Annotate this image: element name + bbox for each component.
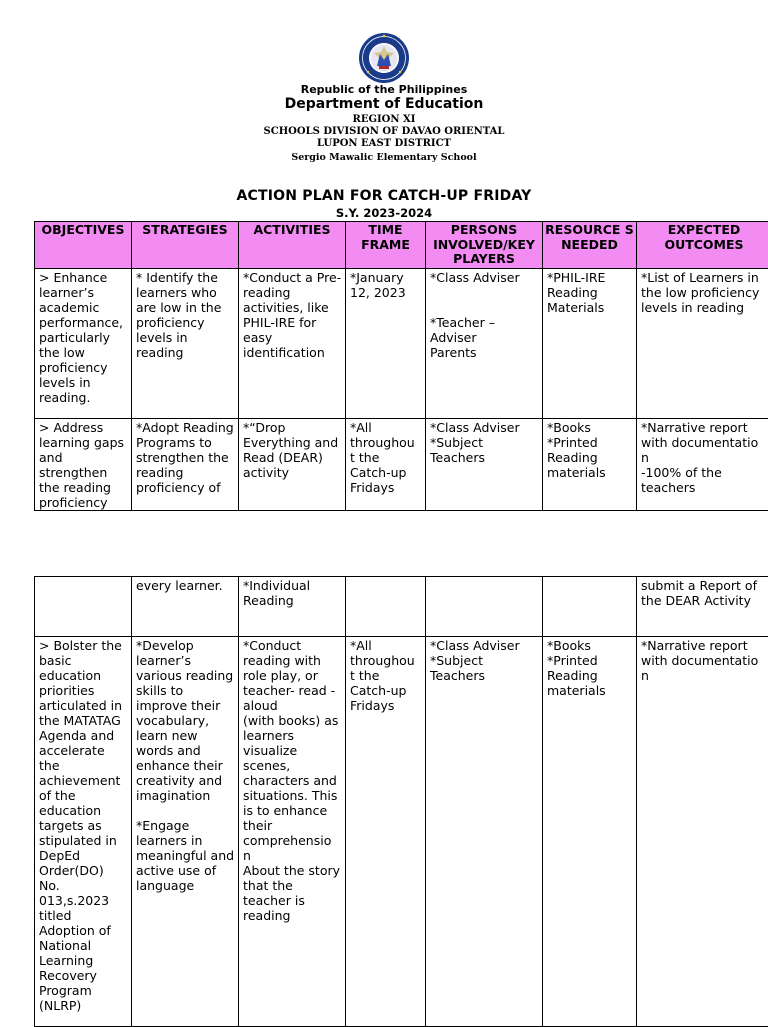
time-frame-cell: *January 12, 2023 — [346, 268, 426, 418]
objective-cell: > Address learning gaps and strengthen the reading proficiency — [35, 418, 132, 510]
school-label: Sergio Mawalic Elementary School — [0, 152, 768, 163]
district-label: LUPON EAST DISTRICT — [0, 138, 768, 149]
division-label: SCHOOLS DIVISION OF DAVAO ORIENTAL — [0, 126, 768, 137]
resources-cell: *PHIL-IRE Reading Materials — [543, 268, 637, 418]
column-header-persons: PERSONS INVOLVED/KEY PLAYERS — [426, 222, 543, 269]
region-label: REGION XI — [0, 114, 768, 125]
document-title: ACTION PLAN FOR CATCH-UP FRIDAY — [0, 188, 768, 204]
activity-cell: *“Drop Everything and Read (DEAR) activity — [239, 418, 346, 510]
resources-cell: *Books *Printed Reading materials — [543, 418, 637, 510]
table-header-row — [35, 222, 768, 269]
column-header-strategies: STRATEGIES — [132, 222, 239, 269]
table-row — [35, 418, 768, 510]
time-frame-cell: *All throughou t the Catch-up Fridays — [346, 637, 426, 1027]
department-label: Department of Education — [0, 96, 768, 112]
objective-cell: > Bolster the basic education priorities articulated in the MATATAG Agenda and accelerate the achievement of the education targets as stipulated in DepEd Order(DO) No. 013,s.2023 titled Adoption of National Learning Recovery Program (NLRP) — [35, 637, 132, 1027]
outcome-cell: *Narrative report with documentatio n — [637, 637, 768, 1027]
persons-cell — [426, 577, 543, 637]
persons-cell: *Class Adviser *Subject Teachers — [426, 637, 543, 1027]
activity-cell: *Conduct a Pre-reading activities, like PHIL-IRE for easy identification — [239, 268, 346, 418]
strategy-cell: *Adopt Reading Programs to strengthen the reading proficiency of — [132, 418, 239, 510]
outcome-cell: *List of Learners in the low proficiency levels in reading — [637, 268, 768, 418]
column-header-activities: ACTIVITIES — [239, 222, 346, 269]
school-year: S.Y. 2023-2024 — [0, 206, 768, 220]
activity-cell: *Individual Reading — [239, 577, 346, 637]
column-header-time-frame: TIME FRAME — [346, 222, 426, 269]
table-row — [35, 577, 768, 637]
table-row — [35, 268, 768, 418]
column-header-outcomes: EXPECTED OUTCOMES — [637, 222, 768, 269]
column-header-objectives: OBJECTIVES — [35, 222, 132, 269]
outcome-cell: submit a Report of the DEAR Activity — [637, 577, 768, 637]
strategy-cell: * Identify the learners who are low in the proficiency levels in reading — [132, 268, 239, 418]
action-plan-table-continued — [34, 576, 768, 1027]
strategy-cell: every learner. — [132, 577, 239, 637]
resources-cell: *Books *Printed Reading materials — [543, 637, 637, 1027]
objective-cell: > Enhance learner’s academic performance, particularly the low proficiency levels in reading. — [35, 268, 132, 418]
outcome-cell: *Narrative report with documentatio n -100% of the teachers — [637, 418, 768, 510]
column-header-resources: RESOURCE S NEEDED — [543, 222, 637, 269]
persons-cell: *Class Adviser *Teacher – Adviser Parents — [426, 268, 543, 418]
resources-cell — [543, 577, 637, 637]
time-frame-cell — [346, 577, 426, 637]
activity-cell: *Conduct reading with role play, or teacher- read - aloud (with books) as learners visualize scenes, characters and situations. This is to enhance their comprehensio n About the story that the teacher is reading — [239, 637, 346, 1027]
republic-label: Republic of the Philippines — [0, 83, 768, 96]
deped-seal-logo — [358, 32, 410, 84]
time-frame-cell: *All throughou t the Catch-up Fridays — [346, 418, 426, 510]
strategy-cell: *Develop learner’s various reading skills to improve their vocabulary, learn new words and enhance their creativity and imagination *Engage learners in meaningful and active use of language — [132, 637, 239, 1027]
action-plan-table — [34, 221, 768, 511]
table-row — [35, 637, 768, 1027]
persons-cell: *Class Adviser *Subject Teachers — [426, 418, 543, 510]
objective-cell — [35, 577, 132, 637]
